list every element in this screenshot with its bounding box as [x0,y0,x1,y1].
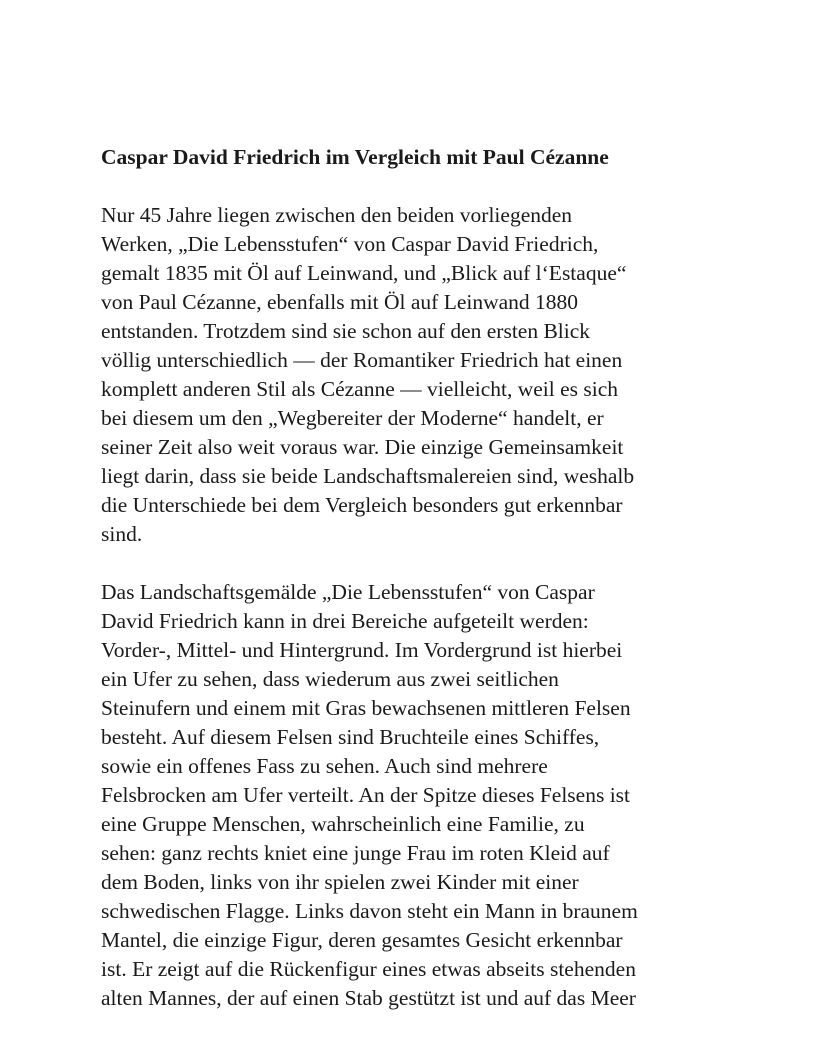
text-line: liegt darin, dass sie beide Landschaftsmalereien sind, weshalb [101,464,635,488]
document-title: Caspar David Friedrich im Vergleich mit Paul Cézanne [101,145,609,169]
paragraph-description [101,578,741,1013]
paragraph-intro [101,201,741,549]
text-line: gemalt 1835 mit Öl auf Leinwand, und „Blick auf l‘Estaque“ [101,261,627,285]
text-line: Steinufern und einem mit Gras bewachsenen mittleren Felsen [101,696,631,720]
text-line: Vorder-, Mittel- und Hintergrund. Im Vordergrund ist hierbei [101,638,623,662]
text-line: sowie ein offenes Fass zu sehen. Auch sind mehrere [101,754,548,778]
text-line: Felsbrocken am Ufer verteilt. An der Spitze dieses Felsens ist [101,783,631,807]
text-line: Mantel, die einzige Figur, deren gesamtes Gesicht erkennbar [101,928,623,952]
text-line: Nur 45 Jahre liegen zwischen den beiden vorliegenden [101,203,573,227]
text-line: eine Gruppe Menschen, wahrscheinlich eine Familie, zu [101,812,585,836]
text-line: besteht. Auf diesem Felsen sind Bruchteile eines Schiffes, [101,725,600,749]
document-page [101,144,741,1013]
text-line: ist. Er zeigt auf die Rückenfigur eines etwas abseits stehenden [101,957,636,981]
text-line: dem Boden, links von ihr spielen zwei Kinder mit einer [101,870,579,894]
text-line: Werken, „Die Lebensstufen“ von Caspar David Friedrich, [101,232,599,256]
text-line: von Paul Cézanne, ebenfalls mit Öl auf Leinwand 1880 [101,290,579,314]
text-line: seiner Zeit also weit voraus war. Die einzige Gemeinsamkeit [101,435,624,459]
text-line: sehen: ganz rechts kniet eine junge Frau im roten Kleid auf [101,841,610,865]
text-line: alten Mannes, der auf einen Stab gestützt ist und auf das Meer [101,986,636,1010]
text-line: bei diesem um den „Wegbereiter der Moderne“ handelt, er [101,406,604,430]
text-line: David Friedrich kann in drei Bereiche aufgeteilt werden: [101,609,589,633]
text-line: komplett anderen Stil als Cézanne — vielleicht, weil es sich [101,377,619,401]
text-line: Das Landschaftsgemälde „Die Lebensstufen“ von Caspar [101,580,595,604]
text-line: die Unterschiede bei dem Vergleich besonders gut erkennbar [101,493,623,517]
text-line: ein Ufer zu sehen, dass wiederum aus zwei seitlichen [101,667,559,691]
text-line: entstanden. Trotzdem sind sie schon auf den ersten Blick [101,319,591,343]
text-line: völlig unterschiedlich — der Romantiker Friedrich hat einen [101,348,623,372]
text-line: sind. [101,522,143,546]
text-line: schwedischen Flagge. Links davon steht ein Mann in braunem [101,899,638,923]
